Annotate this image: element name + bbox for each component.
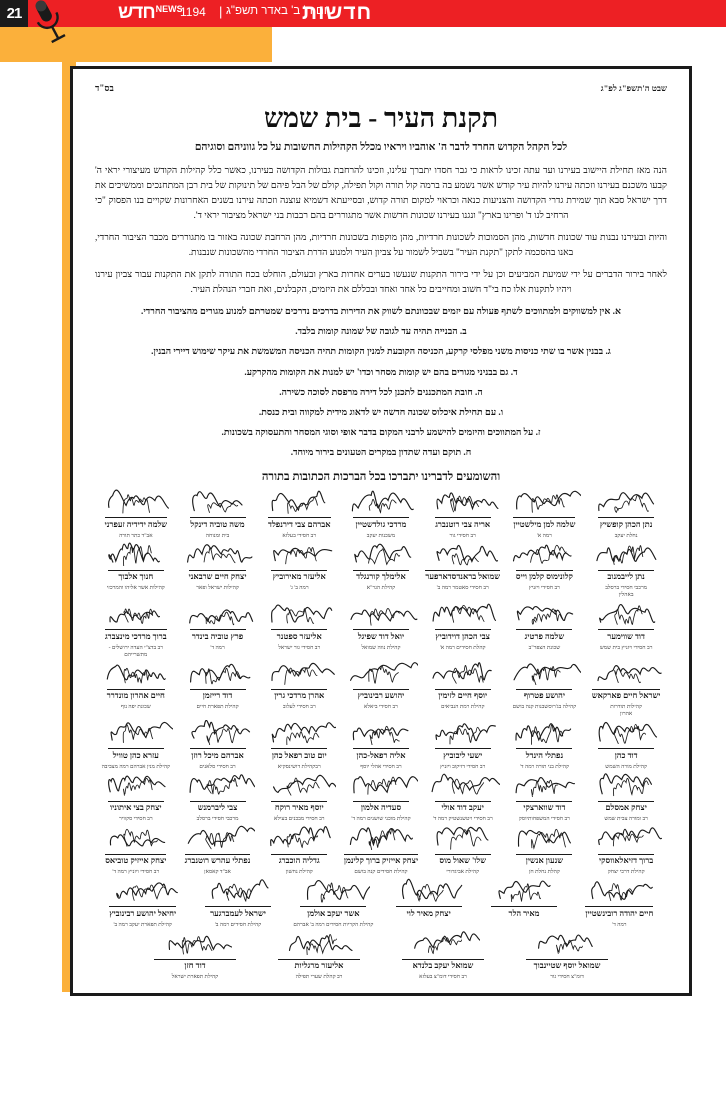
signatory-role: קהילה בג'רוסשבנות קנה בושם [512,704,577,711]
handwritten-signature-icon [288,878,379,903]
signatory-role: קהילת נחשון [285,869,313,876]
signature-cell [504,601,586,658]
newspaper-header-bar [0,0,726,27]
signatory-role: נחלת יעקב [614,532,638,539]
brand-logo [118,3,183,23]
signatory-name: דוד חזן [154,959,236,971]
handwritten-signature-icon [179,825,257,850]
signature-row [95,825,667,876]
handwritten-signature-icon [260,601,338,626]
signature-cell [258,601,340,658]
signatory-name: אליעזר מאירוביץ [271,570,327,582]
handwritten-signature-icon [424,720,502,745]
signature-row [95,660,667,717]
signatory-role: שכונת יפה נוף [120,704,151,711]
signature-cell [422,660,504,717]
signatory-role: קהילות אשר אליהו והמרכזי [106,585,165,592]
signature-cell [585,541,667,598]
handwritten-signature-icon [97,772,175,797]
signature-cell [504,825,586,876]
signatory-role: דומ"צ חסידי גור [550,974,584,981]
handwritten-signature-icon [587,720,665,745]
signature-cell [422,601,504,658]
handwritten-signature-icon [179,660,257,685]
signatory-role: קהילת חסידים קנה בושם [354,869,408,876]
signatory-name: יצחק חיים שרבאני [189,570,247,582]
signatory-role: משכנות יעקב [366,532,396,539]
signature-cell [381,878,476,929]
signatory-name: עזרא כהן טוויל [108,748,164,760]
signature-cell [177,601,259,658]
handwritten-signature-icon [342,825,420,850]
signatory-name: יצחק מאיר לוי [396,906,462,918]
signatory-name: יעקב דוד אולי [435,801,491,813]
signatory-name: אברהם מיכל רוזן [190,748,246,760]
signature-cell [340,601,422,658]
signatory-role: רב חסידי לעלוב [282,704,316,711]
handwritten-signature-icon [424,825,502,850]
signatory-name: ברוך דזיאלאווסקי [598,854,654,866]
signatory-name: קלונימוס קלמן וייס [516,570,573,582]
signatory-name: שלמה ידידיה זעפרני [105,517,168,529]
handwritten-signature-icon [587,772,665,797]
signature-cell [95,660,177,717]
handwritten-signature-icon [192,878,283,903]
signatory-role: רב חסידי גור [449,532,476,539]
signature-cell [258,720,340,771]
signatory-role: קהלת חסידים רמה א' [439,644,486,651]
brand-logo-main: חדש [118,2,155,23]
signatory-name: יחיאל יהושע רבינוביץ [109,906,176,918]
signatory-name: אהרן מרדכי גרין [271,689,327,701]
microphone-icon [26,0,70,46]
handwritten-signature-icon [342,660,420,685]
signatory-role: רב בדצ"י העדה ירושלים - [108,644,164,651]
handwritten-signature-icon [179,489,257,514]
document-clause: ד. גם בבניני מגורים בהם יש קומות מסחר וכדו' יש למנות את הקומות מהקרקע. [244,367,518,378]
handwritten-signature-icon [342,720,420,745]
handwritten-signature-icon [97,720,175,745]
signatory-name: יוסף מאיר רוקח [271,801,327,813]
handwritten-signature-icon [386,930,500,955]
signatory-name: אליעזר מרגליות [278,959,360,971]
handwritten-signature-icon [478,878,569,903]
signatory-role: קהילת הגר"א [366,585,396,592]
signature-row [95,489,667,540]
handwritten-signature-icon [97,825,175,850]
signatory-role: רב חסידי סקוויר [119,816,153,823]
handwritten-signature-icon [506,489,584,514]
signatory-role: קהילת רמת הנביאים [440,704,485,711]
signatory-name: אריה צבי רוטנברג [435,517,491,529]
document-top-row [95,83,667,93]
document-title: תקנת העיר - בית שמש [263,103,499,133]
signatory-role: קהילת תפארת ישראל [171,974,219,981]
signature-row [95,878,667,929]
signatory-role: רב חסידי בעלזא [282,532,317,539]
signature-cell [585,772,667,823]
signatory-name: נתן הכהן קופשיץ [598,517,654,529]
signatory-role: בית ומנוחה [205,532,230,539]
signature-cell [476,878,571,929]
handwritten-signature-icon [510,930,624,955]
signature-row [95,601,667,658]
signatory-role: קהילת נווה שמואל [361,644,401,651]
signatory-name: יצחק בצי איתוניו [108,801,164,813]
signatory-role: שכונת הצפר"ב [528,644,561,651]
signatory-role: אב"ד קאסאן [204,869,231,876]
signatory-name: נפתלי עהרש רוטנברג [185,854,251,866]
signatory-name: ישראל לעמברגער [205,906,271,918]
handwritten-signature-icon [260,541,338,566]
signatory-name: יואל דוד שפיגל [353,629,409,641]
signature-cell [585,489,667,540]
signatory-name: גדליה הוכברג [271,854,327,866]
signatory-name: אשר יעקב אולמן [300,906,366,918]
signature-cell [585,660,667,717]
signatory-role: רמה ד' [612,921,627,928]
signatory-role: רב חסידי מבכנים בעילא [273,816,325,823]
signatory-name: נפתלי הינדל [516,748,572,760]
signatory-role: רב קהלת שערי תפילה [295,974,343,981]
signatory-role: קהילת הקריות חסידים רמה ב' אברהם [293,921,374,928]
document-paragraph: והיות ובעירנו נבנות עוד שכונות חדשות, מהן הסמוכות לשכונות חרדיות, מהן מוקפות בשכונות חרדיות, מהן הרחבת שכונה באזור בו מתגוררים מכבר הציבור החרדי, באנו בהסכמה לתקן "תקנת העיר" בשביל לשמור על צביון העיר ולמנוע הדרת הציבור החרדי מהשכונות שנבנות. [95,233,667,259]
section-title: חדשות [302,1,373,24]
signature-cell [340,489,422,540]
signatory-role: רב חסידי דזיקוב ויזניץ [440,763,486,770]
signature-cell [384,930,502,981]
signatory-name: חיים יהודה רובינשטיין [585,906,653,918]
signatory-name: סעדיה אלמון [353,801,409,813]
signature-cell [422,489,504,540]
signatory-role: קהילת מוכני שושנים רמה ד' [351,816,411,823]
signature-cell [340,772,422,823]
handwritten-signature-icon [506,601,584,626]
signatory-role-line2: מתשרייהם [124,651,148,658]
handwritten-signature-icon [179,720,257,745]
signature-cell [422,720,504,771]
signatory-role: רב חסידי סאטמר רמה ב' [436,585,489,592]
signature-cell [286,878,381,929]
handwritten-signature-icon [424,489,502,514]
signature-row [95,772,667,823]
signature-cell [504,489,586,540]
signatory-name: חנוך אלבוך [108,570,164,582]
signatory-name: שלמה למן מילשטיין [513,517,575,529]
handwritten-signature-icon [424,601,502,626]
signature-cell [504,660,586,717]
signature-cell [504,541,586,598]
handwritten-signature-icon [262,930,376,955]
handwritten-signature-icon [179,772,257,797]
signatory-role: רבקהילת דושינסקיא [277,763,321,770]
header-separator: | [219,4,223,19]
signature-cell [422,772,504,823]
document-body [95,164,667,461]
handwritten-signature-icon [424,660,502,685]
signature-cell [95,720,177,771]
document-clause: ו. עם תחילת איכלוס שכונה חדשה יש לדאוג מידית למקווה ובית כנסת. [258,407,504,418]
signatory-name: דוד שווארצקי [516,801,572,813]
signature-cell [95,878,190,929]
signatory-role: קהילת מנין אברהם רמה מצביבה [101,763,171,770]
hebrew-date: יום ה' ב' באדר תשפ"ג [226,5,330,17]
signature-cell [258,489,340,540]
signatory-role: קהילת אביגדורי [446,869,480,876]
signatory-role: קהילת מורה השמש [605,763,647,770]
signatory-name: נתן לייבמנוב [598,570,654,582]
signature-cell [258,772,340,823]
signatory-name: יצחק אייזיק ברוך קלינמן [344,854,418,866]
signatory-name: שלו' שאול מוס [435,854,491,866]
signatory-role: רב חסידי דומ"צ בעלזא [419,974,467,981]
signatory-name: צבי ליברמנש [190,801,246,813]
page-number: 21 [0,0,28,27]
signatory-name: ישעי ליבוביץ [435,748,491,760]
signatory-name: דוד שווימער [598,629,654,641]
signature-cell [177,489,259,540]
handwritten-signature-icon [506,825,584,850]
signatory-name: יוסף חיים לזימין [435,689,491,701]
signatory-role: קהילת חסידים רמה ב' [214,921,262,928]
signatory-role: קהילת תפארת יעקב רמה ב' [113,921,172,928]
handwritten-signature-icon [506,772,584,797]
signatory-name: מרדכי גולדשטיין [353,517,409,529]
signature-cell [258,660,340,717]
signatory-name: אליה רפאל-כהן [353,748,409,760]
signatory-role: קהילות תודרות [610,704,642,711]
signature-cell [260,930,378,981]
signature-cell [504,720,586,771]
document-clause: ח. תוקם ועדה שתדון במקרים הטעונים בירור מיוחד. [290,447,472,458]
signature-cell [177,825,259,876]
document-subtitle: לכל הקהל הקדוש החרד לדבר ה' אוהביו ויראיו מכלל הקהילות החשובות על כל גווניהם וסוגיהם [194,142,568,153]
signatory-name: ישראל חיים פארקאש [592,689,661,701]
signatory-role: רמה ד' [210,644,225,651]
signatory-role: מרכבי חסידי ברסלב [605,585,648,592]
signature-cell [177,660,259,717]
signatory-role: רב חסידי סלאנים [199,763,236,770]
signatory-name: מאיר הלר [491,906,557,918]
handwritten-signature-icon [260,489,338,514]
handwritten-signature-icon [179,541,257,566]
signatory-name: שמואל יוסף שטיינבוך [526,959,608,971]
signature-cell [95,601,177,658]
signatory-name: אלימלך קורנגלד [353,570,409,582]
signature-grid [95,489,667,981]
signatory-name: משה טוביה דינקל [190,517,246,529]
signature-cell [340,825,422,876]
document-clause: ה. חובת המתכננים לתכנן לכל דירה מרפסת לסוכה כשירה. [279,387,483,398]
handwritten-signature-icon [383,878,474,903]
document-paragraph: הנה מאז תחילת היישוב בעירנו ועד עתה זכינו לראות כי גבר חסדו יתברך עלינו, וזכינו להרחבת גבולות הקדושה בעירנו, כאשר כלל קהילות הקודש מעיצורי יראי ה' קבעו משכנם בעירנו וזכתה עירנו להיות עיר קודש אשר נשמע בה ברמה קול תורה וקול תפילה, קולם של הבל פיהם של תינוקות של בית רבן המתחנכים וממשיכים את דרך ישראל סבא תוך שמירת גדרי הקדושה והצניעות כנאה וכראוי למקום תורה קדוש, ובסייעתא דשמיא עוצנה וזכתה עירנו בשנים האחרונות שקויים בנו הפסוק "כי הרחיב לנו ד' ופרינו בארץ" ונגנו בעירנו שכונות חדשות אשר מתגוררים בהם רבבות בני ישראל מציבור יראי ד'. [95,166,667,222]
signature-cell [258,825,340,876]
document-clause: ג. בבנין אשר בו שתי כניסות משני מפלסי קרקע, הכניסה הקובעת למנין הקומות תהיה הכניסה המשמשת את עיקר שימוש דיירי הבנין. [151,347,611,358]
signature-cell [340,660,422,717]
signatory-name: חיים אהרון מונדרר [107,689,165,701]
document-paragraph: לאחר בירור הדברים על ידי שמיעת המביעים וכן על ידי בירור התקנות שנעשו בערים אחרות בארץ ובעולם, הוחלט בכח התורה לתקן את התקנות עבור צביון עירנו ויהיו לתקנות אלו כח בי"ד חשוב ומחייבים כל אחד ואחד ובכללם את היזמים, הקבלנים, ואת חברי הנהלת העיר. [95,270,667,296]
signatory-role-line2: באהלין [618,592,634,599]
signatory-role: קהילת בני תורה רמה ד' [519,763,569,770]
signatory-role: רב חסידי גור ישראל [278,644,321,651]
signature-cell [422,825,504,876]
handwritten-signature-icon [342,601,420,626]
handwritten-signature-icon [97,878,188,903]
signatory-name: יהושע פטרוף [516,689,572,701]
signature-cell [585,601,667,658]
handwritten-signature-icon [587,601,665,626]
handwritten-signature-icon [342,489,420,514]
signatory-role: אב"ד כתר תורה [119,532,153,539]
document-closing-line: והשומעים לדברינו יתברכו בכל הברכות הכתובות בתורה [261,470,501,483]
signature-row [95,720,667,771]
handwritten-signature-icon [97,541,175,566]
handwritten-signature-icon [260,660,338,685]
signatory-role: קהילות ישראל ופאר [196,585,239,592]
handwritten-signature-icon [138,930,252,955]
signatory-role: רב חסידי ויטשנשטיק רמה ד' [432,816,493,823]
signatory-role: קהלת נחלת חן [528,869,560,876]
signatory-name: שנעון אנשין [516,854,572,866]
signature-cell [422,541,504,598]
handwritten-signature-icon [179,601,257,626]
signature-cell [177,772,259,823]
handwritten-signature-icon [587,489,665,514]
signature-cell [95,772,177,823]
signatory-role: מרכבי חסידי ברסלב [196,816,239,823]
handwritten-signature-icon [574,878,665,903]
handwritten-signature-icon [587,541,665,566]
signature-cell [177,720,259,771]
signature-cell [190,878,285,929]
signatory-role-line2: אהרון [620,710,633,717]
signatory-role: רב ומורה צבית שמש [604,816,648,823]
signatory-name: אברהם צבי דירנפלד [268,517,331,529]
signatory-name: אליעזר ספטנר [271,629,327,641]
proclamation-document [70,66,692,996]
handwritten-signature-icon [97,489,175,514]
signatory-name: שמואל בראנדסדארפער [425,570,500,582]
signature-row [95,930,667,981]
signature-cell [95,541,177,598]
handwritten-signature-icon [342,541,420,566]
signature-cell [340,720,422,771]
signatory-name: שמואל יעקב בלנדא [402,959,484,971]
handwritten-signature-icon [260,720,338,745]
signatory-name: צבי הכהן דוידוביץ [435,629,491,641]
signature-cell [508,930,626,981]
handwritten-signature-icon [506,720,584,745]
signatory-name: יהושע רבינוביץ [353,689,409,701]
handwritten-signature-icon [506,541,584,566]
signatory-name: פרץ טוביה בינדר [190,629,246,641]
document-clause: א. אין למשווקים ולמתווכים לשתף פעולה עם יזמים שבכוונתם לשווק את הדירות בדרכים נדרכים שמטרתם למנוע מגורים מהציבור החרדי. [141,307,621,318]
signature-cell [95,489,177,540]
signatory-role: קהילת דרכי יצחק [607,869,645,876]
handwritten-signature-icon [506,660,584,685]
signatory-role: רב חסידי ויזניץ [528,585,560,592]
signatory-name: דוד רייזמן [190,689,246,701]
signature-cell [585,720,667,771]
signatory-name: יצחק אייזיק טוביאס [105,854,166,866]
handwritten-signature-icon [587,660,665,685]
signatory-role: רמה א' [536,532,552,539]
signature-cell [95,825,177,876]
signature-cell [177,541,259,598]
issue-number: 1194 [180,5,206,19]
signatory-name: ברוך מרדכי מינצברג [105,629,167,641]
signature-row [95,541,667,598]
signatory-role: רב חסידי ויזניץ רמה ד' [112,869,160,876]
document-clause: ז. על המתווכים והיזמים להישמע לרבני המקום בדבר אופי וסוגי המסחר והתעסוקה בשכונות. [221,427,541,438]
document-date: שבט ה'תשפ"ג לפ"ג [600,83,667,93]
document-bsd: בס"ד [95,83,114,93]
signatory-role: רב חסידי אהלי יוסף [360,763,402,770]
signature-cell [504,772,586,823]
handwritten-signature-icon [97,660,175,685]
signatory-role: רב חסידי ביאלא [364,704,398,711]
brand-logo-sub: NEWS [155,4,183,14]
handwritten-signature-icon [587,825,665,850]
signatory-name: שלמה פרטיג [516,629,572,641]
signatory-role: רמה ב' ג' [289,585,309,592]
handwritten-signature-icon [424,772,502,797]
handwritten-signature-icon [97,601,175,626]
signature-cell [258,541,340,598]
handwritten-signature-icon [260,772,338,797]
signatory-name: דוד כהן [598,748,654,760]
signature-cell [572,878,667,929]
signatory-role: קהילת תפארת חיים [196,704,239,711]
signatory-role: רב חסידי ויזניץ בית שמש [599,644,653,651]
signature-cell [340,541,422,598]
signatory-name: יצחק אמסלם [598,801,654,813]
handwritten-signature-icon [342,772,420,797]
signatory-role: רב חסידי המשפחותיוסק [518,816,570,823]
handwritten-signature-icon [260,825,338,850]
handwritten-signature-icon [424,541,502,566]
signatory-name: יום טוב רפאל כהן [271,748,327,760]
document-clause: ב. הבנייה תהיה עד לגובה של שמונה קומות בלבד. [295,327,467,338]
signature-cell [585,825,667,876]
signature-cell [136,930,254,981]
